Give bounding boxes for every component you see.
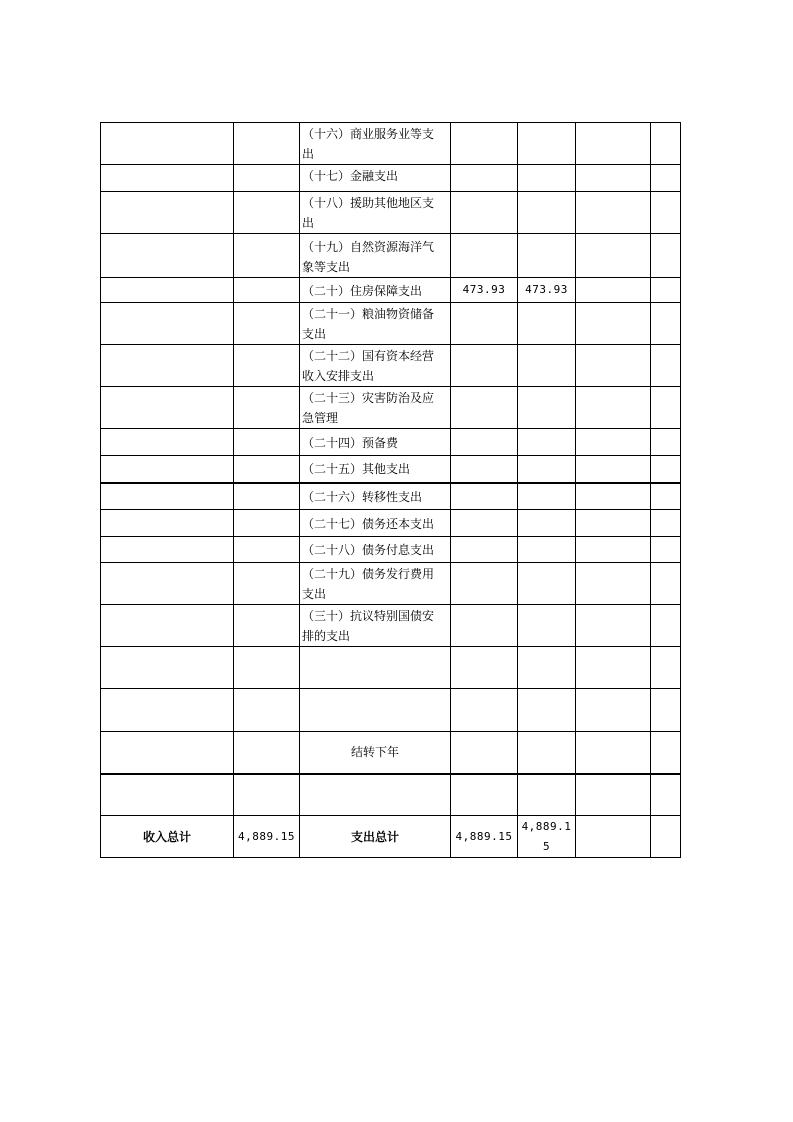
empty-cell	[576, 537, 651, 563]
expense-amount-cell	[518, 429, 576, 456]
income-amount-cell	[234, 483, 300, 510]
expense-amount-cell	[518, 483, 576, 510]
table-row	[101, 647, 681, 689]
empty-cell	[101, 689, 234, 732]
income-item-cell	[101, 123, 234, 165]
empty-cell	[576, 278, 651, 303]
expense-item-cell: （三十）抗议特别国债安 排的支出	[300, 605, 451, 647]
empty-cell	[651, 123, 681, 165]
empty-cell	[101, 774, 234, 816]
empty-cell	[300, 689, 451, 732]
income-item-cell	[101, 345, 234, 387]
income-amount-cell	[234, 387, 300, 429]
expense-amount-cell	[451, 563, 518, 605]
empty-cell	[576, 456, 651, 483]
empty-cell	[300, 774, 451, 816]
empty-cell	[234, 689, 300, 732]
empty-cell	[518, 774, 576, 816]
expense-amount-cell	[518, 563, 576, 605]
empty-cell	[651, 165, 681, 192]
table-row	[101, 689, 681, 732]
expense-amount-cell	[451, 165, 518, 192]
expense-amount-cell	[518, 234, 576, 278]
expense-item-cell: （二十七）债务还本支出	[300, 510, 451, 537]
income-amount-cell	[234, 345, 300, 387]
expense-item-cell: （十七）金融支出	[300, 165, 451, 192]
empty-cell	[651, 387, 681, 429]
expense-amount-cell	[451, 234, 518, 278]
empty-cell	[576, 123, 651, 165]
income-amount-cell	[234, 537, 300, 563]
empty-cell	[234, 647, 300, 689]
expense-item-cell: （十九）自然资源海洋气 象等支出	[300, 234, 451, 278]
empty-cell	[101, 732, 234, 774]
expense-item-cell: （十八）援助其他地区支 出	[300, 192, 451, 234]
empty-cell	[451, 732, 518, 774]
empty-cell	[576, 605, 651, 647]
table-row	[101, 123, 681, 165]
empty-cell	[518, 732, 576, 774]
income-item-cell	[101, 192, 234, 234]
empty-cell	[300, 647, 451, 689]
expense-item-cell: （二十五）其他支出	[300, 456, 451, 483]
empty-cell	[101, 647, 234, 689]
empty-cell	[651, 303, 681, 345]
expense-amount-cell	[451, 192, 518, 234]
table-row	[101, 303, 681, 345]
expense-item-cell: （二十一）粮油物资储备 支出	[300, 303, 451, 345]
expense-amount-cell	[451, 510, 518, 537]
table-row	[101, 456, 681, 483]
income-item-cell	[101, 165, 234, 192]
table-row	[101, 278, 681, 303]
empty-cell	[651, 605, 681, 647]
expense-amount-cell	[518, 192, 576, 234]
expense-amount-cell	[518, 303, 576, 345]
empty-cell	[651, 732, 681, 774]
income-item-cell	[101, 387, 234, 429]
expense-item-cell: （二十三）灾害防治及应 急管理	[300, 387, 451, 429]
empty-cell	[651, 563, 681, 605]
empty-cell	[651, 192, 681, 234]
expense-amount-cell: 473.93	[518, 278, 576, 303]
income-amount-cell	[234, 123, 300, 165]
income-amount-cell	[234, 165, 300, 192]
expense-total-label: 支出总计	[300, 816, 451, 858]
empty-cell	[651, 429, 681, 456]
empty-cell	[576, 303, 651, 345]
empty-cell	[651, 483, 681, 510]
income-item-cell	[101, 510, 234, 537]
empty-cell	[576, 774, 651, 816]
income-item-cell	[101, 563, 234, 605]
income-amount-cell	[234, 456, 300, 483]
table-row	[101, 563, 681, 605]
empty-cell	[651, 510, 681, 537]
table-row	[101, 510, 681, 537]
expense-amount-cell	[518, 123, 576, 165]
income-amount-cell	[234, 278, 300, 303]
expense-amount-cell	[518, 537, 576, 563]
empty-cell	[576, 563, 651, 605]
table-row	[101, 345, 681, 387]
empty-cell	[651, 234, 681, 278]
budget-table	[100, 122, 681, 858]
empty-cell	[576, 689, 651, 732]
empty-cell	[451, 774, 518, 816]
empty-cell	[518, 689, 576, 732]
expense-amount-cell	[451, 303, 518, 345]
empty-cell	[576, 234, 651, 278]
expense-item-cell: （二十）住房保障支出	[300, 278, 451, 303]
empty-cell	[576, 345, 651, 387]
empty-cell	[651, 774, 681, 816]
expense-amount-cell	[451, 387, 518, 429]
table-row	[101, 732, 681, 774]
expense-amount-cell	[451, 123, 518, 165]
income-item-cell	[101, 483, 234, 510]
table-row	[101, 429, 681, 456]
expense-item-cell: （十六）商业服务业等支 出	[300, 123, 451, 165]
expense-total-value: 4,889.15	[451, 816, 518, 858]
income-item-cell	[101, 429, 234, 456]
income-amount-cell	[234, 429, 300, 456]
expense-amount-cell	[451, 537, 518, 563]
expense-amount-cell	[518, 345, 576, 387]
table-row	[101, 192, 681, 234]
income-amount-cell	[234, 192, 300, 234]
empty-cell	[651, 647, 681, 689]
expense-amount-cell: 473.93	[451, 278, 518, 303]
table-row	[101, 234, 681, 278]
income-item-cell	[101, 456, 234, 483]
expense-item-cell: （二十九）债务发行费用 支出	[300, 563, 451, 605]
expense-amount-cell	[451, 483, 518, 510]
expense-item-cell: （二十八）债务付息支出	[300, 537, 451, 563]
table-row	[101, 387, 681, 429]
income-item-cell	[101, 234, 234, 278]
empty-cell	[651, 689, 681, 732]
income-amount-cell	[234, 234, 300, 278]
expense-amount-cell	[518, 605, 576, 647]
table-row	[101, 537, 681, 563]
totals-row	[101, 816, 681, 858]
empty-cell	[651, 278, 681, 303]
expense-amount-cell	[451, 605, 518, 647]
carry-forward-label: 结转下年	[300, 732, 451, 774]
empty-cell	[651, 537, 681, 563]
expense-amount-cell	[518, 456, 576, 483]
expense-amount-cell	[518, 387, 576, 429]
income-item-cell	[101, 303, 234, 345]
income-total-value: 4,889.15	[234, 816, 300, 858]
empty-cell	[576, 387, 651, 429]
empty-cell	[451, 689, 518, 732]
empty-cell	[576, 429, 651, 456]
empty-cell	[576, 192, 651, 234]
expense-amount-cell	[451, 456, 518, 483]
empty-cell	[234, 732, 300, 774]
income-total-label: 收入总计	[101, 816, 234, 858]
expense-item-cell: （二十四）预备费	[300, 429, 451, 456]
expense-amount-cell	[518, 510, 576, 537]
table-row	[101, 774, 681, 816]
empty-cell	[576, 816, 651, 858]
empty-cell	[576, 732, 651, 774]
income-amount-cell	[234, 303, 300, 345]
empty-cell	[651, 816, 681, 858]
empty-cell	[576, 510, 651, 537]
income-item-cell	[101, 605, 234, 647]
income-amount-cell	[234, 510, 300, 537]
income-amount-cell	[234, 605, 300, 647]
expense-item-cell: （二十二）国有资本经营 收入安排支出	[300, 345, 451, 387]
empty-cell	[518, 647, 576, 689]
income-item-cell	[101, 278, 234, 303]
empty-cell	[651, 456, 681, 483]
empty-cell	[234, 774, 300, 816]
table-row	[101, 165, 681, 192]
expense-amount-cell	[518, 165, 576, 192]
empty-cell	[651, 345, 681, 387]
empty-cell	[576, 483, 651, 510]
empty-cell	[576, 647, 651, 689]
expense-item-cell: （二十六）转移性支出	[300, 483, 451, 510]
expense-total-value-2: 4,889.15	[518, 816, 576, 858]
table-row	[101, 605, 681, 647]
empty-cell	[451, 647, 518, 689]
table-row	[101, 483, 681, 510]
expense-amount-cell	[451, 429, 518, 456]
empty-cell	[576, 165, 651, 192]
income-amount-cell	[234, 563, 300, 605]
expense-amount-cell	[451, 345, 518, 387]
income-item-cell	[101, 537, 234, 563]
